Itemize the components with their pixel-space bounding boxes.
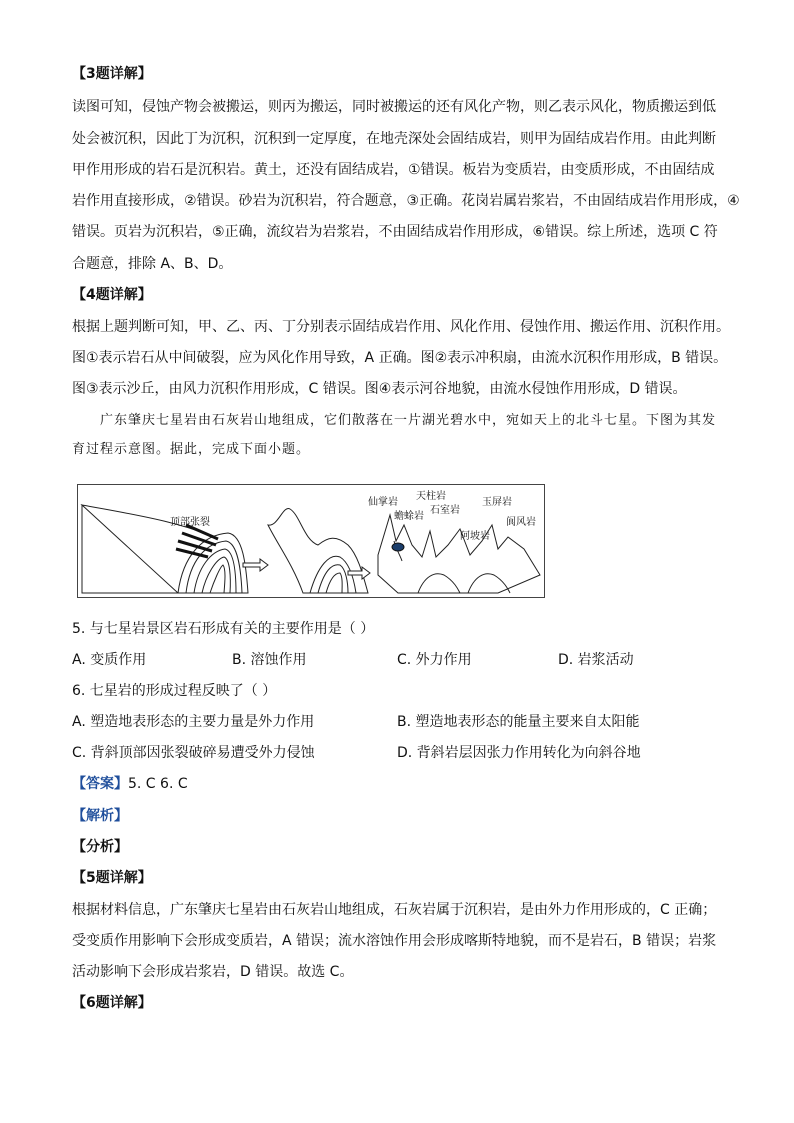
q3-line-2: 处会被沉积，因此丁为沉积，沉积到一定厚度，在地壳深处会固结成岩，则甲为固结成岩作用。由此判断 (72, 131, 716, 147)
label-shishi: 石室岩 (430, 505, 460, 516)
stage1-anticline (82, 505, 248, 593)
q5-detail-heading: 【5题详解】 (72, 870, 152, 886)
material-line-1: 广东肇庆七星岩由石灰岩山地组成，它们散落在一片湖光碧水中，宛如天上的北斗七星。下图为其发 (100, 413, 717, 428)
q4-line-3: 图③表示沙丘，由风力沉积作用形成，C 错误。图④表示河谷地貌，由流水侵蚀作用形成，D 错误。 (72, 381, 687, 397)
analysis-label: 【解析】 (72, 808, 128, 824)
q4-heading: 【4题详解】 (72, 287, 152, 303)
label-tianzhu: 天柱岩 (416, 491, 446, 502)
q6-option-c: C. 背斜顶部因张裂破碎易遭受外力侵蚀 (72, 745, 315, 761)
q5-stem: 5. 与七星岩景区岩石形成有关的主要作用是（ ） (72, 621, 375, 637)
q4-line-2: 图①表示岩石从中间破裂，应为风化作用导致，A 正确。图②表示冲积扇，由流水沉积作用形成，B 错误。 (72, 350, 728, 366)
answer-line (72, 774, 188, 794)
q3-line-4: 岩作用直接形成，②错误。砂岩为沉积岩，符合题意，③正确。花岗岩属岩浆岩，不由固结成岩作用形成，④ (72, 193, 740, 209)
q6-option-a: A. 塑造地表形态的主要力量是外力作用 (72, 714, 315, 730)
qixingyan-development-figure (77, 484, 545, 598)
q5-detail-line-2: 受变质作用影响下会形成变质岩，A 错误；流水溶蚀作用会形成喀斯特地貌，而不是岩石，B 错误；岩浆 (72, 933, 717, 949)
q6-detail-heading: 【6题详解】 (72, 995, 152, 1011)
stage2-eroded-anticline (268, 509, 368, 593)
label-top-crack: 顶部张裂 (170, 517, 210, 528)
label-yuping: 玉屏岩 (482, 497, 512, 508)
q5-option-b: B. 溶蚀作用 (232, 652, 307, 668)
answer-value: 5. C 6. C (128, 776, 188, 792)
arrow-1-icon (243, 559, 268, 571)
q3-line-6: 合题意，排除 A、B、D。 (72, 256, 233, 272)
q3-line-5: 错误。页岩为沉积岩，⑤正确，流纹岩为岩浆岩，不由固结成岩作用形成，⑥错误。综上所述，选项 C 符 (72, 224, 718, 240)
q5-option-a: A. 变质作用 (72, 652, 147, 668)
answer-label: 【答案】 (72, 776, 128, 792)
fenxi-label: 【分析】 (72, 839, 128, 855)
q5-detail-line-3: 活动影响下会形成岩浆岩，D 错误。故选 C。 (72, 964, 354, 980)
q6-option-d: D. 背斜岩层因张力作用转化为向斜谷地 (397, 745, 641, 761)
q3-heading: 【3题详解】 (72, 66, 152, 82)
label-langfeng: 阆风岩 (506, 517, 536, 528)
q3-line-3: 甲作用形成的岩石是沉积岩。黄土，还没有固结成岩，①错误。板岩为变质岩，由变质形成，不由固结成 (72, 162, 715, 178)
q5-detail-line-1: 根据材料信息，广东肇庆七星岩由石灰岩山地组成，石灰岩属于沉积岩，是由外力作用形成的，C 正确； (72, 902, 717, 918)
q3-line-1: 读图可知，侵蚀产物会被搬运，则丙为搬运，同时被搬运的还有风化产物，则乙表示风化，物质搬运到低 (72, 99, 716, 115)
q6-option-b: B. 塑造地表形态的能量主要来自太阳能 (397, 714, 640, 730)
label-xianzhang: 仙掌岩 (368, 497, 398, 508)
label-apo: 阿坡岩 (460, 531, 490, 542)
q5-option-d: D. 岩浆活动 (558, 652, 634, 668)
q4-line-1: 根据上题判断可知，甲、乙、丙、丁分别表示固结成岩作用、风化作用、侵蚀作用、搬运作用、沉积作用。 (72, 319, 730, 335)
q6-stem: 6. 七星岩的形成过程反映了（ ） (72, 683, 277, 699)
material-line-2: 育过程示意图。据此，完成下面小题。 (72, 442, 311, 457)
label-chanchu: 蟾蜍岩 (394, 511, 424, 522)
q5-option-c: C. 外力作用 (397, 652, 472, 668)
